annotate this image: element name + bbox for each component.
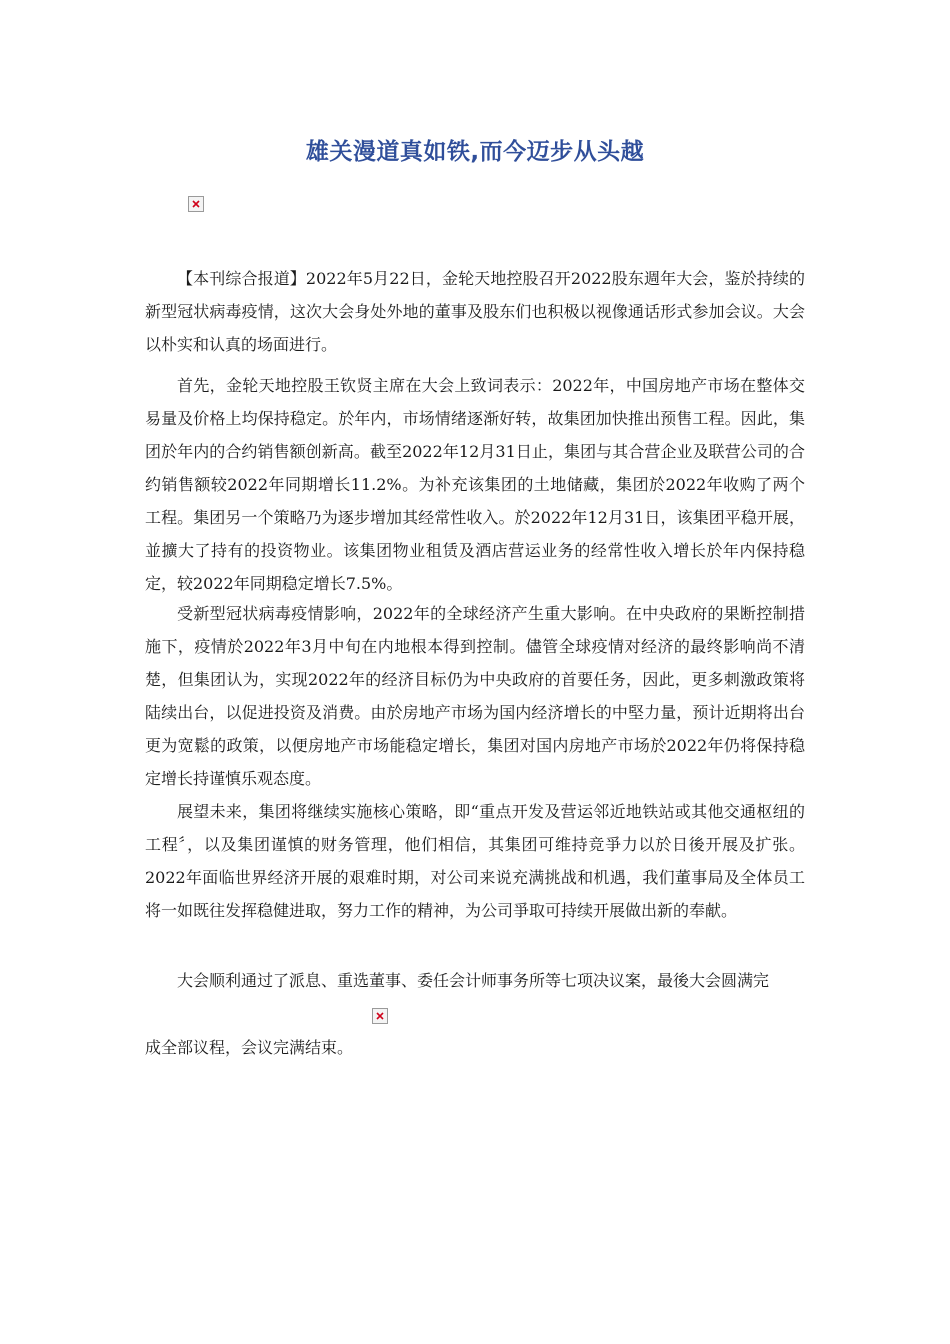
paragraph-pandemic-impact (145, 597, 805, 795)
article-title: 雄关漫道真如铁,而今迈步从头越 (305, 139, 645, 165)
paragraph-text: 大会顺利通过了派息、重选董事、委任会计师事务所等七项决议案，最後大会圆满完 (177, 971, 770, 990)
broken-image-icon (188, 196, 204, 212)
paragraph-text: 首先，金轮天地控股王钦贤主席在大会上致词表示：2022年，中国房地产市场在整体交易量及价格上均保持稳定。於年内，市场情绪逐渐好转，故集团加快推出预售工程。因此，集团於年内的合约销售额创新高。截至2022年12月31日止，集团与其合营企业及联营公司的合约销售额较2022年同期增长11.2%。为补充该集团的土地储藏，集团於2022年收购了两个工程。集团另一个策略乃为逐步增加其经常性收入。於2022年12月31日，该集团平稳开展，並擴大了持有的投资物业。该集团物业租赁及酒店营运业务的经常性收入增长於年内保持稳定，较2022年同期稳定增长7.5%。 (145, 376, 805, 593)
paragraph-outlook (145, 795, 805, 927)
paragraph-text: 展望未来，集团将继续实施核心策略，即“重点开发及营运邻近地铁站或其他交通枢纽的工程〞，以及集团谨慎的财务管理，他们相信，其集团可维持竞爭力以於日後开展及扩张。2022年面临世界经济开展的艰难时期，对公司来说充满挑战和机遇，我们董事局及全体员工将一如既往发挥稳健进取，努力工作的精神，为公司爭取可持续开展做出新的奉献。 (145, 802, 805, 920)
paragraph-intro (145, 262, 805, 361)
paragraph-resolutions (145, 964, 805, 997)
paragraph-text: 受新型冠状病毒疫情影响，2022年的全球经济产生重大影响。在中央政府的果断控制措施下，疫情於2022年3月中旬在内地根本得到控制。儘管全球疫情对经济的最终影响尚不清楚，但集团认为，实现2022年的经济目标仍为中央政府的首要任务，因此，更多刺激政策将陆续出台，以促进投资及消费。由於房地产市场为国内经济增长的中堅力量，预计近期将出台更为宽鬆的政策，以便房地产市场能稳定增长，集团对国内房地产市场於2022年仍将保持稳定增长持谨慎乐观态度。 (145, 604, 805, 788)
paragraph-text: 成全部议程，会议完满结束。 (145, 1038, 354, 1057)
paragraph-text: 【本刊综合报道】2022年5月22日，金轮天地控股召开2022股东週年大会，鉴於持续的新型冠状病毒疫情，这次大会身处外地的董事及股东们也积极以视像通话形式参加会议。大会以朴实和认真的场面进行。 (145, 269, 805, 354)
paragraph-chairman-speech (145, 369, 805, 600)
broken-image-icon (372, 1008, 388, 1024)
paragraph-closing (145, 1031, 805, 1064)
